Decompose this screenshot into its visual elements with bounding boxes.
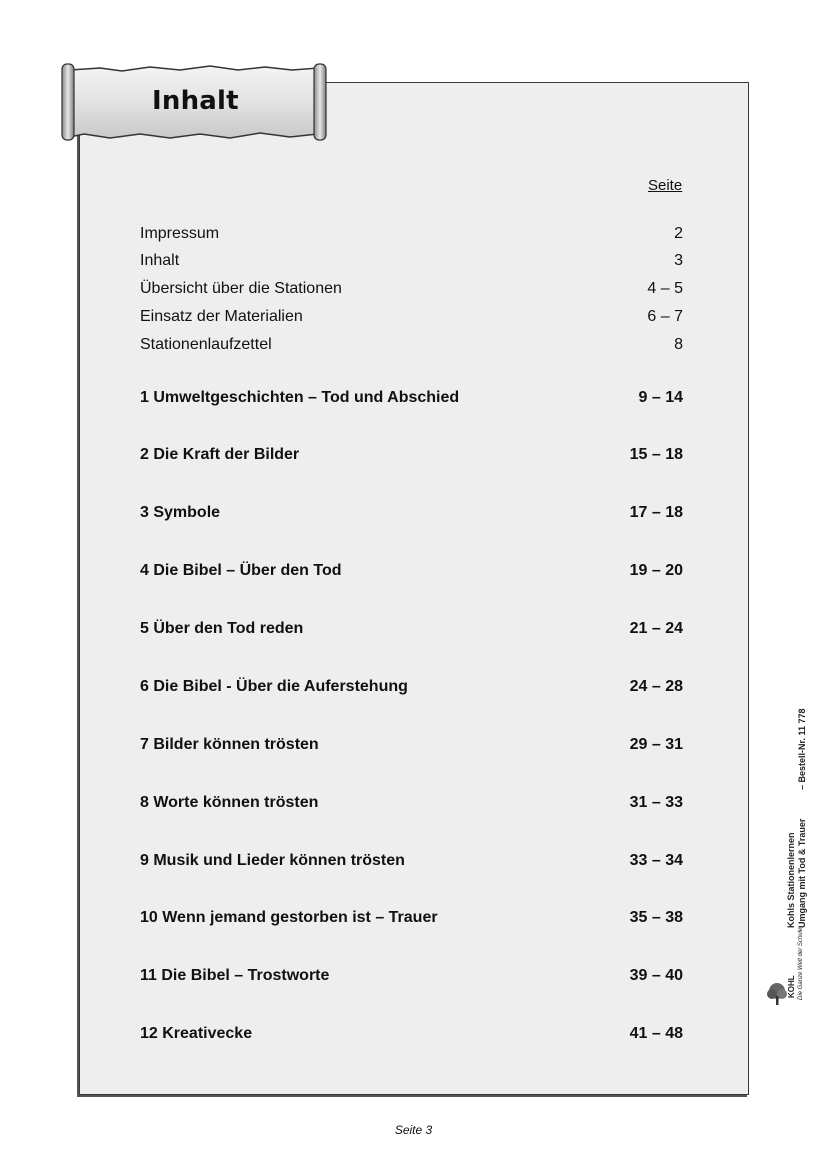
series-title: Kohls Stationenlernen [786, 832, 796, 928]
toc-entry-pages: 35 – 38 [629, 909, 683, 926]
toc-entry-pages: 3 [674, 252, 683, 269]
toc-entry-title: Impressum [140, 225, 220, 242]
toc-entry-title: 2 Die Kraft der Bilder [140, 446, 300, 463]
toc-entry-title: 6 Die Bibel - Über die Auferstehung [140, 678, 408, 695]
toc-entry [140, 280, 683, 300]
tree-icon [766, 982, 788, 1006]
toc-entry-pages: 8 [674, 336, 683, 353]
sidebar-publisher-label [760, 700, 820, 1020]
toc-entry-pages: 31 – 33 [629, 794, 683, 811]
toc-entry-pages: 4 – 5 [647, 280, 683, 297]
toc-entry-pages: 41 – 48 [629, 1025, 683, 1042]
toc-entry [140, 736, 683, 756]
toc-entry [140, 308, 683, 328]
toc-entry-title: 12 Kreativecke [140, 1025, 253, 1042]
toc-entry-title: Stationenlaufzettel [140, 336, 272, 353]
toc-entry-pages: 21 – 24 [629, 620, 683, 637]
toc-entry [140, 794, 683, 814]
toc-entry-pages: 17 – 18 [629, 504, 683, 521]
toc-entry-title: 1 Umweltgeschichten – Tod und Abschied [140, 389, 460, 406]
toc-entry-title: 5 Über den Tod reden [140, 620, 304, 637]
toc-entry [140, 909, 683, 929]
toc-entry [140, 252, 683, 272]
toc-entry [140, 620, 683, 640]
toc-entry-title: 4 Die Bibel – Über den Tod [140, 562, 342, 579]
toc-entry [140, 504, 683, 524]
page-footer: Seite 3 [394, 1123, 433, 1137]
toc-entry [140, 225, 683, 245]
publisher-tagline: Die Ganze Welt der Schule [798, 927, 804, 1000]
toc-entry-title: 10 Wenn jemand gestorben ist – Trauer [140, 909, 438, 926]
toc-entry [140, 562, 683, 582]
toc-entry-pages: 19 – 20 [629, 562, 683, 579]
toc-entry-title: 7 Bilder können trösten [140, 736, 319, 753]
toc-entry-title: 8 Worte können trösten [140, 794, 319, 811]
toc-entry-title: Übersicht über die Stationen [140, 280, 342, 297]
toc-entry-title: 11 Die Bibel – Trostworte [140, 967, 330, 984]
toc-entry [140, 389, 683, 409]
book-subtitle: Umgang mit Tod & Trauer [797, 818, 807, 928]
toc-entry-title: Inhalt [140, 252, 180, 269]
toc-entry-pages: 29 – 31 [629, 736, 683, 753]
toc-entry-pages: 24 – 28 [629, 678, 683, 695]
toc-entry-pages: 15 – 18 [629, 446, 683, 463]
toc-entry [140, 967, 683, 987]
toc-entry-title: 9 Musik und Lieder können trösten [140, 852, 405, 869]
toc-entry-title: Einsatz der Materialien [140, 308, 303, 325]
order-number: – Bestell-Nr. 11 778 [797, 708, 807, 790]
toc-entry-pages: 39 – 40 [629, 967, 683, 984]
page-title: Inhalt [152, 86, 239, 116]
toc-entry-pages: 9 – 14 [638, 389, 683, 406]
toc-entry [140, 1025, 683, 1045]
toc-entry [140, 852, 683, 872]
toc-entry-pages: 2 [674, 225, 683, 242]
publisher-name: KOHL [787, 975, 796, 998]
seite-column-header: Seite [648, 177, 683, 194]
toc-entry-pages: 6 – 7 [647, 308, 683, 325]
title-scroll-banner [60, 62, 330, 142]
toc-entry [140, 446, 683, 466]
toc-entry [140, 336, 683, 356]
toc-entry [140, 678, 683, 698]
toc-entry-pages: 33 – 34 [629, 852, 683, 869]
toc-entry-title: 3 Symbole [140, 504, 221, 521]
